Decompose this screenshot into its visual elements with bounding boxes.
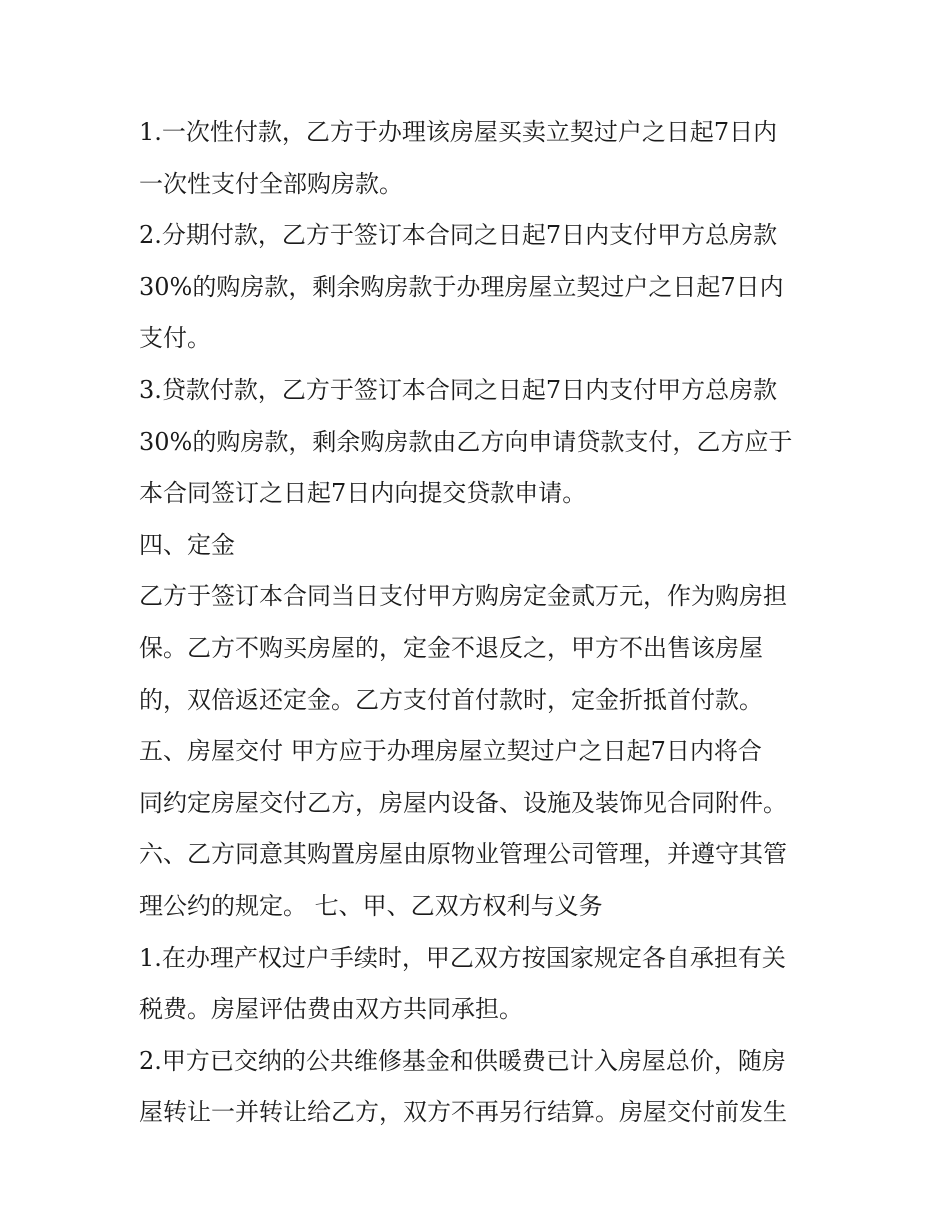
text-line: 税费。房屋评估费由双方共同承担。 [139,995,523,1024]
text-line: 一次性支付全部购房款。 [139,169,403,198]
text-line: 1.一次性付款，乙方于办理该房屋买卖立契过户之日起7日内 [139,118,778,146]
text-line: 屋转让一并转让给乙方，双方不再另行结算。房屋交付前发生 [139,1098,787,1127]
text-line: 支付。 [139,324,211,353]
text-line: 乙方于签订本合同当日支付甲方购房定金贰万元，作为购房担 [139,582,787,611]
text-line: 30%的购房款，剩余购房款于办理房屋立契过户之日起7日内 [139,272,784,301]
text-line: 理公约的规定。 七、甲、乙双方权利与义务 [139,891,603,920]
text-line: 同约定房屋交付乙方，房屋内设备、设施及装饰见合同附件。 [139,788,787,817]
text-line: 2.分期付款，乙方于签订本合同之日起7日内支付甲方总房款 [139,221,778,250]
section-heading: 四、定金 [139,530,235,559]
text-line: 保。乙方不购买房屋的，定金不退反之，甲方不出售该房屋 [139,633,763,662]
text-line: 的，双倍返还定金。乙方支付首付款时，定金折抵首付款。 [139,685,763,714]
text-line: 1.在办理产权过户手续时，甲乙双方按国家规定各自承担有关 [139,943,786,972]
text-line: 3.贷款付款，乙方于签订本合同之日起7日内支付甲方总房款 [139,375,778,404]
document-body [139,107,819,1139]
text-line: 五、房屋交付 甲方应于办理房屋立契过户之日起7日内将合 [139,737,762,766]
text-line: 30%的购房款，剩余购房款由乙方向申请贷款支付，乙方应于 [139,427,793,456]
text-line: 2.甲方已交纳的公共维修基金和供暖费已计入房屋总价，随房 [139,1046,786,1075]
text-line: 六、乙方同意其购置房屋由原物业管理公司管理，并遵守其管 [139,840,787,869]
text-line: 本合同签订之日起7日内向提交贷款申请。 [139,479,587,508]
